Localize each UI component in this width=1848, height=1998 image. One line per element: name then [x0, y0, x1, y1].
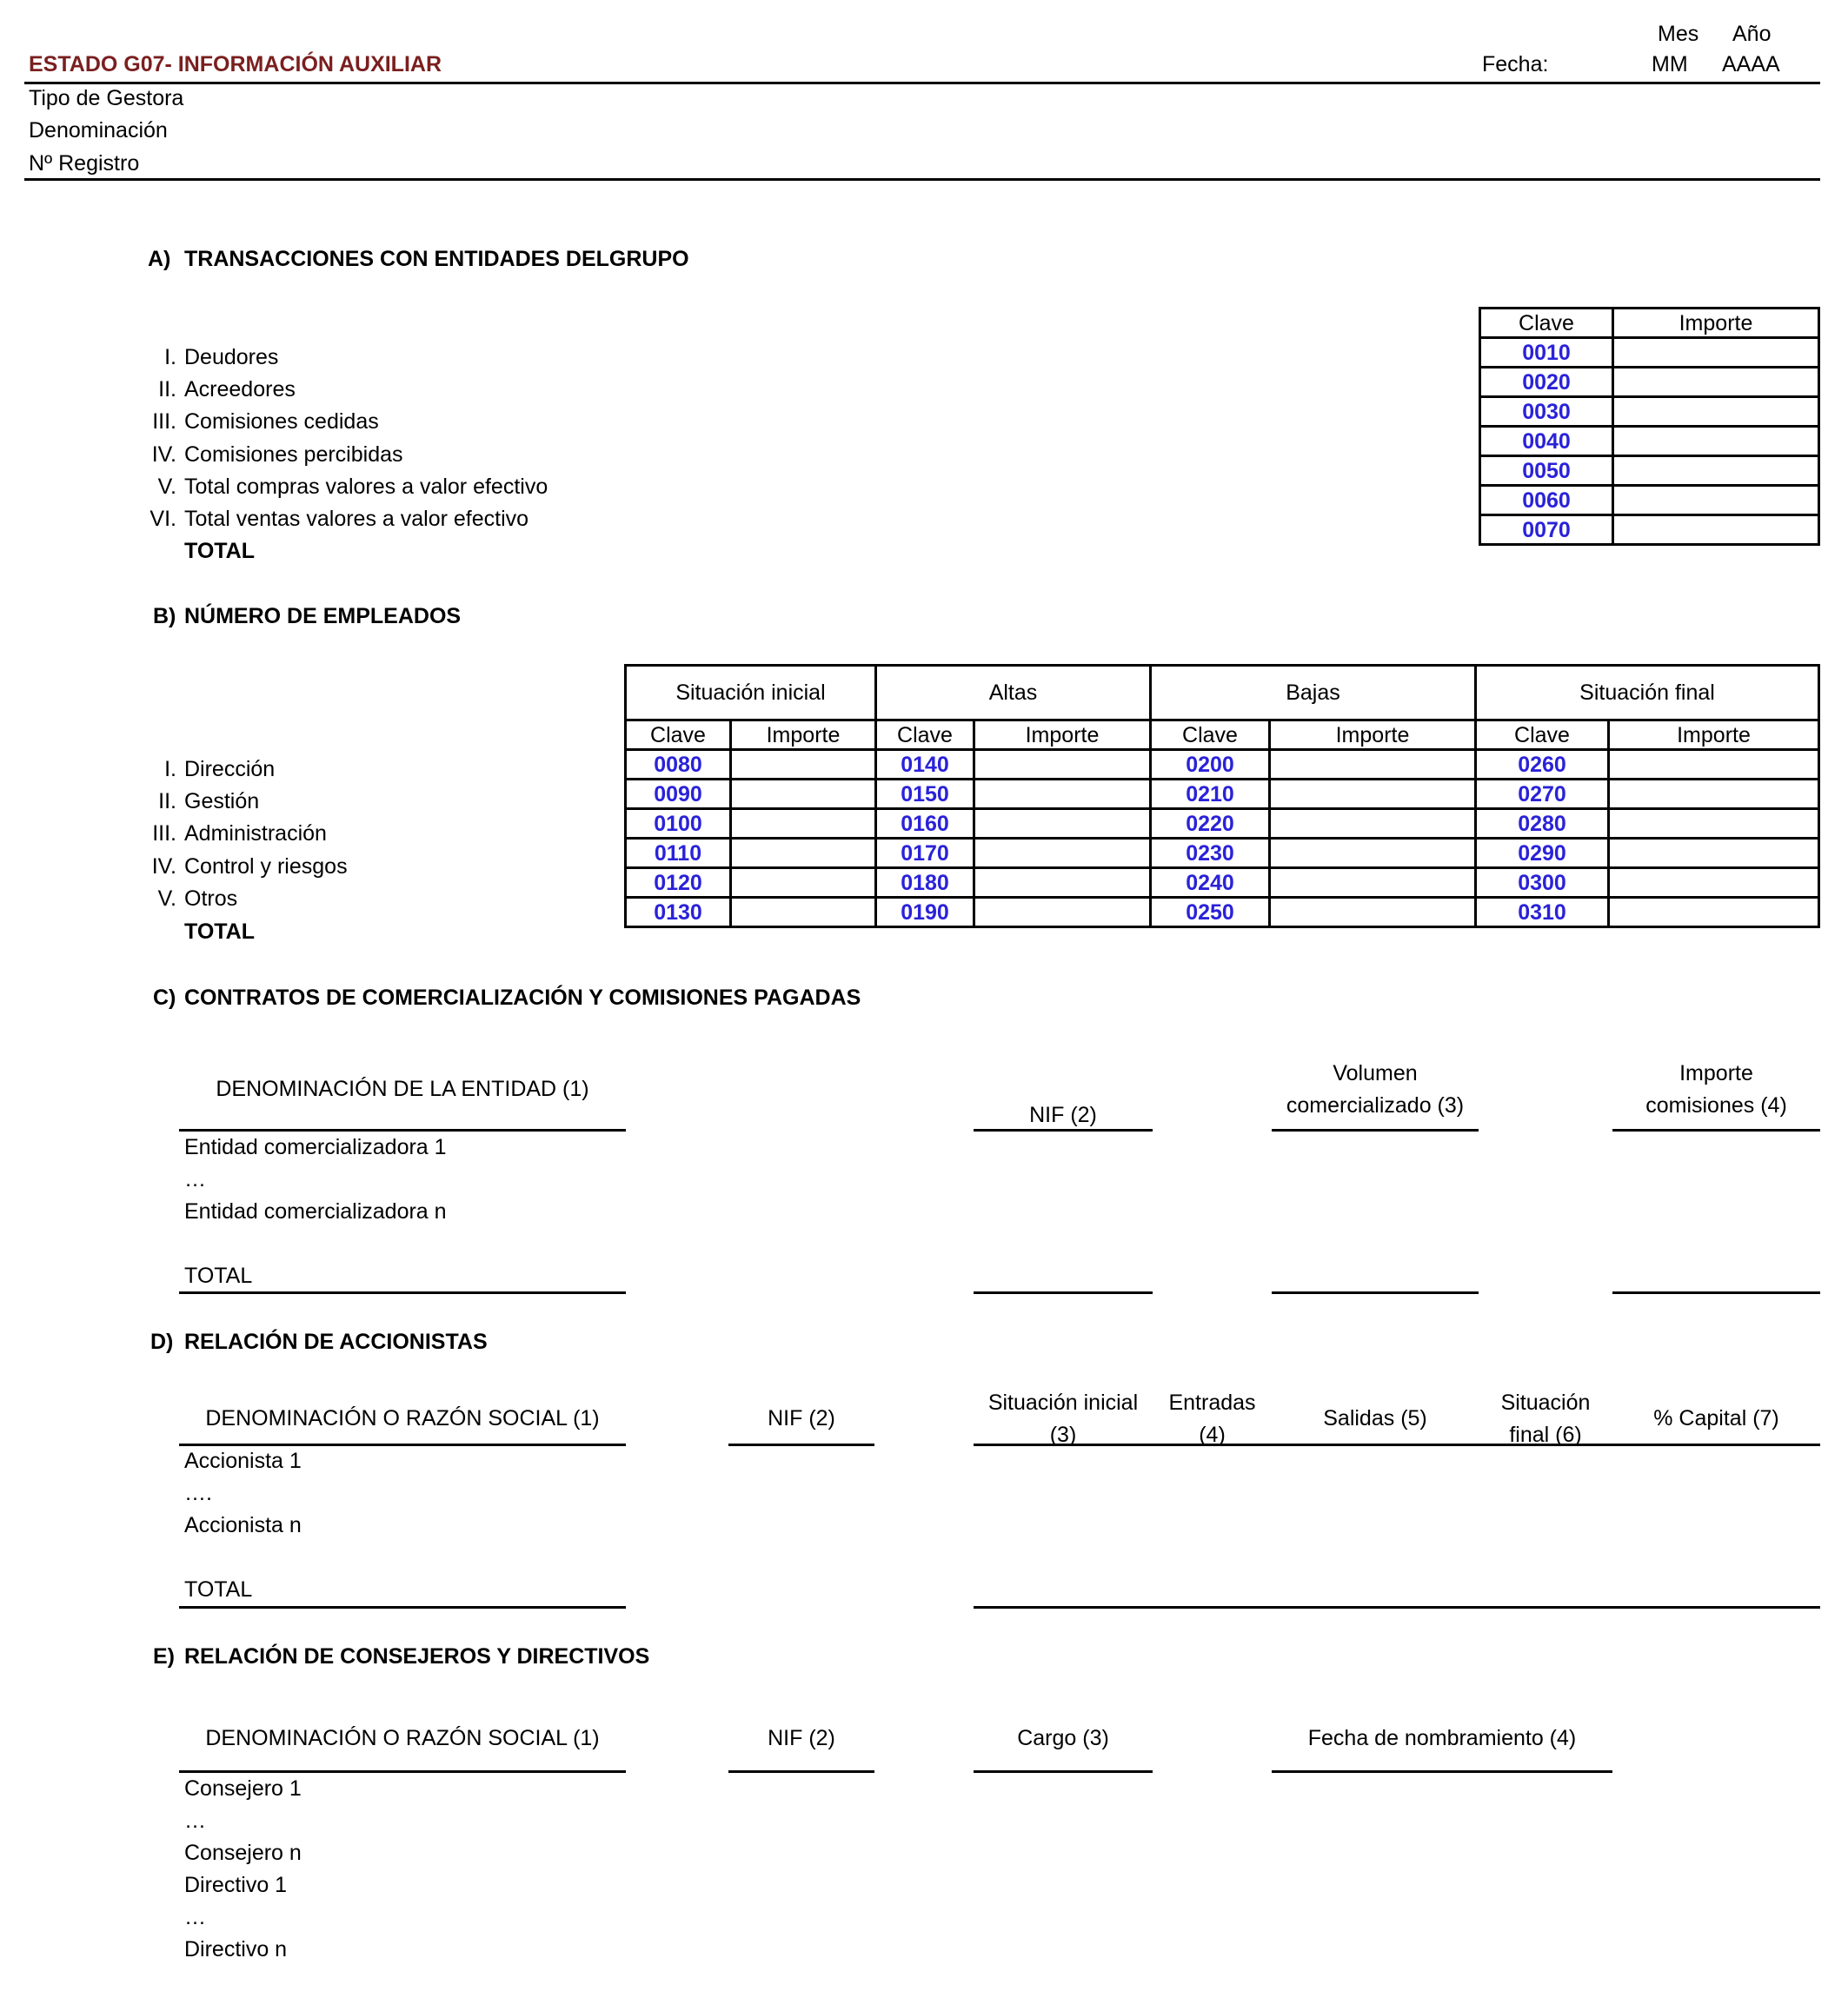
col-header-entidad: DENOMINACIÓN DE LA ENTIDAD (1): [216, 1077, 589, 1101]
code-cell: 0070: [1480, 515, 1613, 545]
col-header-salidas: Salidas (5): [1323, 1406, 1427, 1430]
importe-cell[interactable]: [731, 780, 876, 809]
section-e-letter: E): [153, 1644, 175, 1669]
row-number: I.: [164, 757, 176, 781]
importe-cell[interactable]: [974, 898, 1151, 927]
section-d-letter: D): [150, 1330, 174, 1354]
total-rule: [179, 1606, 626, 1609]
total-label: TOTAL: [184, 539, 256, 563]
code-cell: 0120: [626, 868, 731, 898]
row-label: Dirección: [184, 757, 276, 781]
importe-cell[interactable]: [1609, 839, 1819, 868]
row-label: Comisiones percibidas: [184, 442, 403, 467]
list-item: Accionista 1: [184, 1449, 302, 1473]
column-rule: [974, 1770, 1153, 1773]
row-label: Total ventas valores a valor efectivo: [184, 507, 529, 531]
importe-cell[interactable]: [1613, 368, 1819, 397]
column-rule: [974, 1129, 1153, 1132]
col-header-sit-inicial: (3): [1049, 1423, 1077, 1447]
col-header-entradas: (4): [1199, 1423, 1226, 1447]
code-cell: 0180: [876, 868, 974, 898]
code-cell: 0260: [1476, 750, 1609, 780]
section-a-letter: A): [148, 247, 171, 271]
col-header-clave: Clave: [1151, 720, 1270, 750]
col-header-clave: Clave: [876, 720, 974, 750]
row-number: III.: [152, 821, 176, 846]
col-header-nif: NIF (2): [1029, 1103, 1097, 1127]
code-cell: 0270: [1476, 780, 1609, 809]
code-cell: 0110: [626, 839, 731, 868]
col-header-denominacion: DENOMINACIÓN O RAZÓN SOCIAL (1): [205, 1406, 600, 1430]
col-header-importe: Importe: [1613, 309, 1819, 338]
importe-cell[interactable]: [974, 780, 1151, 809]
code-cell: 0160: [876, 809, 974, 839]
row-label: Total compras valores a valor efectivo: [184, 475, 548, 499]
col-header-volumen: Volumen: [1333, 1061, 1418, 1085]
group-header: Situación final: [1476, 666, 1819, 720]
list-item: Directivo n: [184, 1937, 288, 1961]
col-header-nif: NIF (2): [768, 1726, 835, 1750]
column-rule: [728, 1444, 874, 1446]
list-item: Entidad comercializadora n: [184, 1199, 447, 1224]
code-cell: 0050: [1480, 456, 1613, 486]
code-cell: 0190: [876, 898, 974, 927]
importe-cell[interactable]: [731, 868, 876, 898]
code-cell: 0010: [1480, 338, 1613, 368]
denominacion-label: Denominación: [29, 118, 168, 143]
column-rule: [179, 1129, 626, 1132]
importe-cell[interactable]: [1270, 780, 1476, 809]
section-a-table: [1479, 307, 1820, 546]
list-item: Consejero 1: [184, 1776, 302, 1801]
importe-cell[interactable]: [1609, 780, 1819, 809]
col-header-cargo: Cargo (3): [1017, 1726, 1109, 1750]
importe-cell[interactable]: [1270, 809, 1476, 839]
importe-cell[interactable]: [1609, 809, 1819, 839]
row-label: Deudores: [184, 345, 279, 369]
code-cell: 0060: [1480, 486, 1613, 515]
header-rule-top: [24, 82, 1820, 84]
total-rule: [974, 1291, 1153, 1294]
col-header-nif: NIF (2): [768, 1406, 835, 1430]
code-cell: 0030: [1480, 397, 1613, 427]
column-rule: [1272, 1770, 1612, 1773]
tipo-gestora-label: Tipo de Gestora: [29, 86, 184, 110]
row-label: Administración: [184, 821, 327, 846]
code-cell: 0140: [876, 750, 974, 780]
importe-cell[interactable]: [1613, 456, 1819, 486]
importe-cell[interactable]: [731, 898, 876, 927]
total-label: TOTAL: [184, 1264, 253, 1288]
row-number: IV.: [151, 442, 176, 467]
code-cell: 0290: [1476, 839, 1609, 868]
list-item: Consejero n: [184, 1841, 302, 1865]
list-item: ….: [184, 1481, 212, 1505]
code-cell: 0130: [626, 898, 731, 927]
importe-cell[interactable]: [974, 809, 1151, 839]
column-rule: [728, 1770, 874, 1773]
col-header-sit-final: Situación: [1500, 1391, 1591, 1415]
col-header-entradas: Entradas: [1168, 1391, 1256, 1415]
col-header-denominacion: DENOMINACIÓN O RAZÓN SOCIAL (1): [205, 1726, 600, 1750]
fecha-label: Fecha:: [1482, 52, 1549, 76]
section-a-title: TRANSACCIONES CON ENTIDADES DELGRUPO: [184, 247, 689, 271]
row-number: VI.: [150, 507, 176, 531]
total-label: TOTAL: [184, 1577, 253, 1602]
row-number: II.: [158, 789, 176, 813]
list-item: …: [184, 1905, 206, 1929]
section-c-letter: C): [153, 986, 176, 1010]
ano-value: AAAA: [1722, 52, 1780, 76]
code-cell: 0280: [1476, 809, 1609, 839]
col-header-clave: Clave: [1480, 309, 1613, 338]
code-cell: 0100: [626, 809, 731, 839]
column-rule: [179, 1770, 626, 1773]
total-label: TOTAL: [184, 919, 256, 944]
importe-cell[interactable]: [1613, 397, 1819, 427]
row-number: II.: [158, 377, 176, 402]
code-cell: 0150: [876, 780, 974, 809]
code-cell: 0210: [1151, 780, 1270, 809]
code-cell: 0040: [1480, 427, 1613, 456]
mes-value: MM: [1652, 52, 1688, 76]
code-cell: 0090: [626, 780, 731, 809]
registro-label: Nº Registro: [29, 151, 140, 176]
code-cell: 0230: [1151, 839, 1270, 868]
row-label: Gestión: [184, 789, 260, 813]
list-item: …: [184, 1809, 206, 1833]
importe-cell[interactable]: [974, 839, 1151, 868]
section-b-title: NÚMERO DE EMPLEADOS: [184, 604, 462, 628]
code-cell: 0200: [1151, 750, 1270, 780]
total-rule: [1612, 1291, 1820, 1294]
section-e-title: RELACIÓN DE CONSEJEROS Y DIRECTIVOS: [184, 1644, 650, 1669]
row-number: V.: [157, 886, 176, 911]
importe-cell[interactable]: [1609, 898, 1819, 927]
section-b-letter: B): [153, 604, 176, 628]
code-cell: 0220: [1151, 809, 1270, 839]
importe-cell[interactable]: [731, 809, 876, 839]
row-label: Acreedores: [184, 377, 296, 402]
importe-cell[interactable]: [1613, 486, 1819, 515]
group-header: Bajas: [1151, 666, 1476, 720]
list-item: Accionista n: [184, 1513, 302, 1537]
list-item: Directivo 1: [184, 1873, 288, 1897]
section-d-title: RELACIÓN DE ACCIONISTAS: [184, 1330, 488, 1354]
section-b-table: [624, 664, 1820, 928]
importe-cell[interactable]: [1609, 868, 1819, 898]
column-rule: [179, 1444, 626, 1446]
importe-cell[interactable]: [974, 868, 1151, 898]
row-label: Comisiones cedidas: [184, 409, 379, 434]
code-cell: 0080: [626, 750, 731, 780]
code-cell: 0310: [1476, 898, 1609, 927]
row-number: III.: [152, 409, 176, 434]
form-title: ESTADO G07- INFORMACIÓN AUXILIAR: [29, 52, 442, 76]
ano-label: Año: [1732, 22, 1772, 46]
code-cell: 0240: [1151, 868, 1270, 898]
col-header-importe: Importe: [1609, 720, 1819, 750]
row-number: I.: [164, 345, 176, 369]
column-rule: [974, 1444, 1820, 1446]
importe-cell[interactable]: [731, 839, 876, 868]
code-cell: 0250: [1151, 898, 1270, 927]
importe-cell[interactable]: [1613, 515, 1819, 545]
col-header-sit-inicial: Situación inicial: [987, 1391, 1139, 1415]
importe-cell[interactable]: [1270, 898, 1476, 927]
column-rule: [1612, 1129, 1820, 1132]
importe-cell[interactable]: [1270, 750, 1476, 780]
row-label: Otros: [184, 886, 238, 911]
importe-cell[interactable]: [1613, 427, 1819, 456]
code-cell: 0170: [876, 839, 974, 868]
importe-cell[interactable]: [1609, 750, 1819, 780]
column-rule: [1272, 1129, 1479, 1132]
importe-cell[interactable]: [1613, 338, 1819, 368]
total-rule: [1272, 1291, 1479, 1294]
col-header-fecha: Fecha de nombramiento (4): [1307, 1726, 1577, 1750]
total-rule: [974, 1606, 1820, 1609]
col-header-importe: Importe: [1679, 1061, 1753, 1085]
col-header-importe: Importe: [974, 720, 1151, 750]
col-header-sit-final: final (6): [1509, 1423, 1582, 1447]
row-number: IV.: [151, 854, 176, 879]
importe-cell[interactable]: [1270, 839, 1476, 868]
group-header: Situación inicial: [626, 666, 876, 720]
mes-label: Mes: [1658, 22, 1699, 46]
col-header-importe: Importe: [1270, 720, 1476, 750]
col-header-importe: comisiones (4): [1645, 1093, 1787, 1118]
importe-cell[interactable]: [974, 750, 1151, 780]
col-header-capital: % Capital (7): [1653, 1406, 1779, 1430]
section-c-title: CONTRATOS DE COMERCIALIZACIÓN Y COMISIONES PAGADAS: [184, 986, 861, 1010]
col-header-importe: Importe: [731, 720, 876, 750]
importe-cell[interactable]: [731, 750, 876, 780]
list-item: Entidad comercializadora 1: [184, 1135, 447, 1159]
total-rule: [179, 1291, 626, 1294]
importe-cell[interactable]: [1270, 868, 1476, 898]
col-header-volumen: comercializado (3): [1286, 1093, 1465, 1118]
group-header: Altas: [876, 666, 1151, 720]
col-header-clave: Clave: [626, 720, 731, 750]
row-number: V.: [157, 475, 176, 499]
row-label: Control y riesgos: [184, 854, 348, 879]
col-header-clave: Clave: [1476, 720, 1609, 750]
code-cell: 0020: [1480, 368, 1613, 397]
header-rule-bottom: [24, 178, 1820, 181]
list-item: …: [184, 1167, 206, 1191]
code-cell: 0300: [1476, 868, 1609, 898]
